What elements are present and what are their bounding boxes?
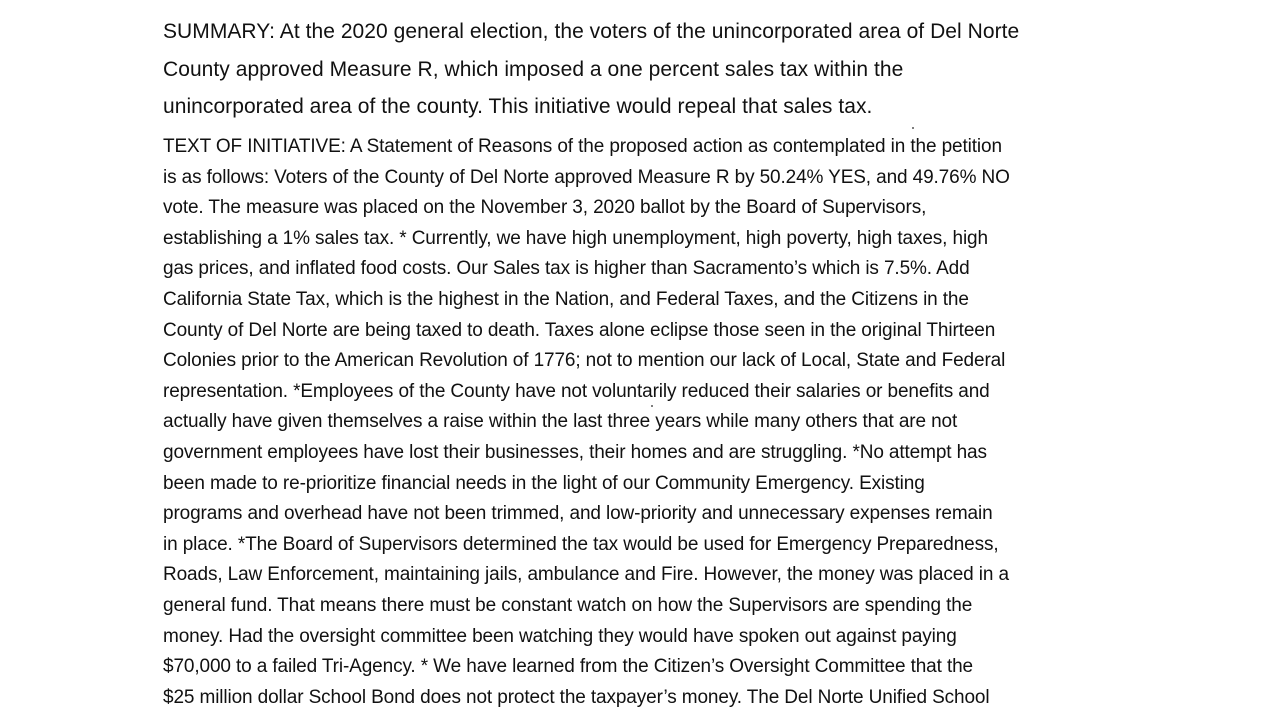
- initiative-text-line: $25 million dollar School Bond does not protect the taxpayer’s money. The Del Norte Unified School: [163, 686, 990, 708]
- initiative-text-paragraph: [163, 132, 1010, 713]
- initiative-text-line: California State Tax, which is the highest in the Nation, and Federal Taxes, and the Citizens in the: [163, 288, 969, 310]
- initiative-text-line: Roads, Law Enforcement, maintaining jails, ambulance and Fire. However, the money was placed in a: [163, 564, 1009, 586]
- initiative-text-line: programs and overhead have not been trimmed, and low-priority and unnecessary expenses remain: [163, 503, 993, 525]
- initiative-text-line: Colonies prior to the American Revolution of 1776; not to mention our lack of Local, State and Federal: [163, 350, 1006, 372]
- initiative-text-line: money. Had the oversight committee been watching they would have spoken out against paying: [163, 625, 957, 647]
- initiative-text-line: representation. *Employees of the County have not voluntarily reduced their salaries or benefits and: [163, 380, 990, 402]
- initiative-text-line: gas prices, and inflated food costs. Our Sales tax is higher than Sacramento’s which is 7.5%. Add: [163, 258, 970, 280]
- initiative-text-line: County of Del Norte are being taxed to death. Taxes alone eclipse those seen in the original Thirteen: [163, 319, 996, 341]
- initiative-text-line: general fund. That means there must be constant watch on how the Supervisors are spending the: [163, 594, 973, 616]
- initiative-text-line: TEXT OF INITIATIVE: A Statement of Reasons of the proposed action as contemplated in the petition: [163, 136, 1002, 157]
- initiative-text-line: $70,000 to a failed Tri-Agency. * We have learned from the Citizen’s Oversight Committee that the: [163, 656, 973, 678]
- initiative-text-line: government employees have lost their businesses, their homes and are struggling. *No attempt has: [163, 441, 987, 463]
- summary-line: SUMMARY: At the 2020 general election, the voters of the unincorporated area of Del Norte: [163, 20, 1020, 43]
- initiative-text-line: actually have given themselves a raise within the last three years while many others that are not: [163, 411, 958, 433]
- initiative-text-line: establishing a 1% sales tax. * Currently, we have high unemployment, high poverty, high taxes, high: [163, 227, 988, 249]
- summary-paragraph: [163, 13, 1019, 126]
- summary-line: County approved Measure R, which imposed a one percent sales tax within the: [163, 57, 904, 81]
- summary-line: unincorporated area of the county. This initiative would repeal that sales tax.: [163, 95, 873, 118]
- scan-speck: [912, 127, 914, 129]
- initiative-text-line: in place. *The Board of Supervisors determined the tax would be used for Emergency Preparedness,: [163, 533, 999, 555]
- initiative-text-line: vote. The measure was placed on the November 3, 2020 ballot by the Board of Supervisors,: [163, 197, 927, 219]
- scan-speck: [651, 405, 653, 407]
- initiative-text-line: is as follows: Voters of the County of Del Norte approved Measure R by 50.24% YES, and 49.76% NO: [163, 166, 1010, 188]
- initiative-text-line: been made to re-prioritize financial needs in the light of our Community Emergency. Existing: [163, 472, 925, 494]
